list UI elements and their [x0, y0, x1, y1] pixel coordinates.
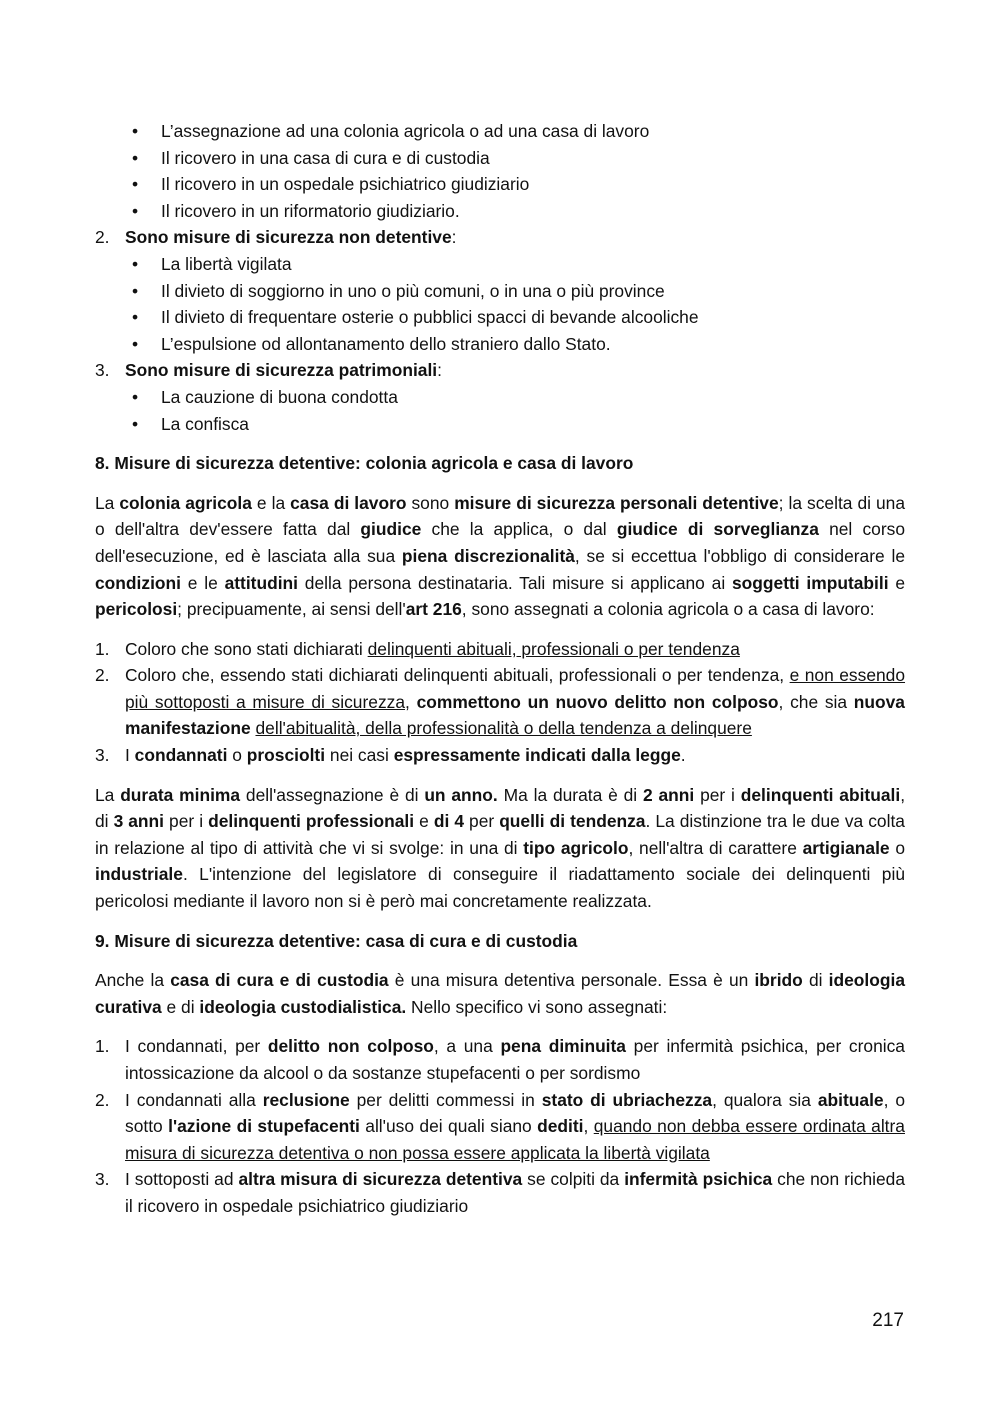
text-run: per infermità psichica, per cronica intossicazione da alcool o da sostanze stupefacenti o per sordismo: [125, 1036, 905, 1083]
bullet-list-patrimonial: [95, 384, 905, 437]
bold-text: stato di ubriachezza: [541, 1089, 713, 1110]
bold-text: prosciolti: [246, 745, 326, 766]
bold-text: tipo agricolo: [523, 837, 629, 858]
text-run: Coloro che sono stati dichiarati: [125, 638, 368, 659]
list-item: [95, 1166, 905, 1219]
text-run: . L'intenzione del legislatore di conseguire il riadattamento sociale dei delinquenti più pericolosi mediante il lavoro non si è però mai concretamente realizzata.: [95, 864, 905, 912]
bold-text: ibrido: [754, 970, 803, 991]
bold-text: artigianale: [802, 837, 890, 858]
bullet-icon: •: [132, 280, 139, 301]
text-run: , nell'altra di carattere: [628, 837, 803, 858]
list-item: [95, 742, 905, 769]
section-8-heading: 8. Misure di sicurezza detentive: colonia agricola e casa di lavoro: [95, 453, 634, 474]
section-9-numbered-list: [95, 1033, 905, 1219]
text-run: o: [889, 837, 906, 858]
list-item: [95, 1033, 905, 1086]
bold-text: art 216: [405, 599, 462, 620]
list-item: • La confisca: [95, 411, 905, 438]
bold-text: pericolosi: [95, 599, 178, 620]
page-number: 217: [872, 1310, 904, 1331]
bold-text: condizioni: [95, 572, 181, 593]
bold-text: misure di sicurezza personali detentive: [454, 492, 779, 513]
item-number: 2.: [95, 227, 110, 248]
text-run: della persona destinataria. Tali misure si applicano ai: [298, 572, 732, 593]
list-item: • L’assegnazione ad una colonia agricola o ad una casa di lavoro: [95, 118, 905, 145]
text-run: è una misura detentiva personale. Essa è un: [388, 970, 755, 991]
text-run: I condannati, per: [125, 1036, 268, 1057]
bold-text: attitudini: [224, 572, 298, 593]
bold-text: espressamente indicati dalla legge: [393, 745, 681, 766]
bold-text: giudice di sorveglianza: [616, 519, 819, 540]
list-item: • Il divieto di frequentare osterie o pubblici spacci di bevande alcooliche: [95, 304, 905, 331]
bullet-icon: •: [132, 200, 139, 221]
bold-text: un anno.: [424, 784, 498, 805]
bold-text: commettono un nuovo delitto non colposo: [416, 691, 779, 712]
underlined-text: quando non debba essere ordinata altra misura di sicurezza detentiva o non possa essere applicata la libertà vigilata: [125, 1116, 905, 1163]
text-run: .: [680, 745, 686, 766]
item-number: 3.: [95, 1169, 110, 1190]
text-run: nel corso dell'esecuzione, ed è lasciata alla sua: [95, 519, 905, 566]
underlined-text: e non essendo più sottoposti a misure di sicurezza: [125, 665, 906, 712]
text-run: nei casi: [325, 745, 394, 766]
text-run: ,: [405, 691, 417, 712]
bullet-icon: •: [132, 174, 139, 195]
text-run: Anche la: [95, 970, 171, 991]
text-run: Nello specifico vi sono assegnati:: [406, 996, 668, 1017]
bold-text: condannati: [134, 745, 228, 766]
text-run: I sottoposti ad: [125, 1169, 239, 1190]
bullet-icon: •: [132, 253, 139, 274]
bold-text: ideologia curativa: [95, 970, 906, 1017]
text-run: per delitti commessi in: [349, 1089, 542, 1110]
text-run: Ma la durata è di: [497, 784, 643, 805]
text-run: Coloro che, essendo stati dichiarati delinquenti abituali, professionali o per tendenza,: [125, 665, 790, 686]
section-9-heading: 9. Misure di sicurezza detentive: casa di cura e di custodia: [95, 930, 578, 951]
text-run: , a una: [433, 1036, 501, 1057]
bold-text: quelli di tendenza: [499, 811, 646, 832]
text-run: , che sia: [778, 691, 854, 712]
bullet-icon: •: [132, 121, 139, 141]
bold-text: reclusione: [262, 1089, 350, 1110]
bold-text: 2 anni: [642, 784, 695, 805]
bullet-icon: •: [132, 413, 139, 434]
bold-text: casa di lavoro: [290, 492, 407, 513]
bold-text: dediti: [537, 1116, 584, 1137]
text-run: La: [95, 784, 121, 805]
bullet-icon: •: [132, 333, 139, 354]
bold-text: casa di cura e di custodia: [170, 970, 389, 991]
text-run: La: [95, 492, 120, 513]
list-item: [95, 636, 905, 663]
bold-text: l'azione di stupefacenti: [168, 1116, 360, 1137]
bold-text: nuova manifestazione: [125, 691, 905, 739]
list-item: • La libertà vigilata: [95, 251, 905, 278]
text-run: all'uso dei quali siano: [359, 1116, 538, 1137]
list-item: • L’espulsione od allontanamento dello straniero dallo Stato.: [95, 331, 905, 358]
text-run: , se si eccettua l'obbligo di considerare le: [574, 545, 905, 566]
bullet-icon: •: [132, 147, 139, 168]
bold-text: 3 anni: [113, 811, 165, 832]
bold-text: pena diminuita: [500, 1036, 626, 1057]
bold-text: delinquenti professionali: [208, 811, 415, 832]
section-8-numbered-list: [95, 636, 905, 769]
list-item: • Il ricovero in una casa di cura e di custodia: [95, 145, 905, 172]
bold-text: infermità psichica: [624, 1169, 773, 1190]
text-run: ; la scelta di una o dell'altra dev'essere fatta dal: [95, 492, 906, 540]
section-9-paragraph-1: [95, 967, 905, 1020]
text-run: I: [125, 745, 135, 766]
text-run: . La distinzione tra le due va colta in relazione al tipo di attività che vi si svolge: in una di: [95, 811, 905, 858]
item-number: 1.: [95, 1036, 110, 1057]
text-run: sono: [406, 492, 455, 513]
item-number: 2.: [95, 1089, 110, 1110]
text-run: che non richieda il ricovero in ospedale psichiatrico giudiziario: [125, 1169, 906, 1216]
bold-text: soggetti imputabili: [731, 572, 889, 593]
item-number: 3.: [95, 745, 110, 766]
bold-text: delitto non colposo: [267, 1036, 434, 1057]
text-run: , di: [95, 784, 906, 832]
text-run: dell'assegnazione è di: [240, 784, 425, 805]
list-item: • La cauzione di buona condotta: [95, 384, 905, 411]
bold-text: industriale: [95, 864, 183, 885]
bold-text: giudice: [360, 519, 422, 540]
bullet-list-top: [95, 118, 905, 224]
underlined-text: delinquenti abituali, professionali o per tendenza: [367, 638, 740, 659]
bullet-icon: •: [132, 386, 139, 407]
text-run: I condannati alla: [125, 1089, 263, 1110]
text-run: , o sotto: [125, 1089, 905, 1137]
text-run: per i: [164, 811, 209, 832]
text-run: o: [227, 745, 247, 766]
bullet-list-non-detentive: [95, 251, 905, 357]
text-run: che la applica, o dal: [421, 519, 617, 540]
text-run: e la: [251, 492, 291, 513]
numbered-item-non-detentive: 2. Sono misure di sicurezza non detentive:: [95, 224, 905, 251]
bold-text: durata minima: [120, 784, 241, 805]
text-run: e: [414, 811, 434, 832]
text-run: , qualora sia: [712, 1089, 818, 1110]
bullet-icon: •: [132, 307, 139, 328]
bold-text: colonia agricola: [119, 492, 252, 513]
text-run: di: [802, 970, 829, 991]
bold-text: abituale: [817, 1089, 884, 1110]
bold-text: di 4: [433, 811, 464, 832]
text-run: e le: [180, 572, 225, 593]
text-run: se colpiti da: [522, 1169, 625, 1190]
list-item: [95, 662, 905, 742]
bold-text: altra misura di sicurezza detentiva: [238, 1169, 523, 1190]
bold-text: delinquenti abituali: [740, 784, 901, 805]
list-item: • Il ricovero in un ospedale psichiatrico giudiziario: [95, 171, 905, 198]
list-item: • Il divieto di soggiorno in uno o più comuni, o in una o più province: [95, 278, 905, 305]
list-item: • Il ricovero in un riformatorio giudiziario.: [95, 198, 905, 225]
text-run: ,: [583, 1116, 594, 1137]
list-item: [95, 1087, 905, 1167]
bold-text: ideologia custodialistica.: [199, 996, 407, 1017]
text-run: ; precipuamente, ai sensi dell': [177, 599, 406, 620]
bold-text: piena discrezionalità: [401, 545, 575, 566]
item-number: 3.: [95, 360, 110, 381]
text-run: , sono assegnati a colonia agricola o a casa di lavoro:: [461, 599, 875, 620]
text-run: per: [464, 811, 500, 832]
text-run: e di: [161, 996, 200, 1017]
text-run: per i: [694, 784, 741, 805]
underlined-text: dell'abitualità, della professionalità o della tendenza a delinquere: [255, 718, 752, 739]
numbered-item-patrimonial: 3. Sono misure di sicurezza patrimoniali:: [95, 357, 905, 384]
document-body: [95, 118, 905, 1220]
item-number: 2.: [95, 665, 110, 686]
text-run: e: [888, 572, 905, 593]
section-8-paragraph-1: [95, 490, 905, 623]
section-8-paragraph-2: [95, 782, 905, 915]
item-number: 1.: [95, 638, 110, 659]
